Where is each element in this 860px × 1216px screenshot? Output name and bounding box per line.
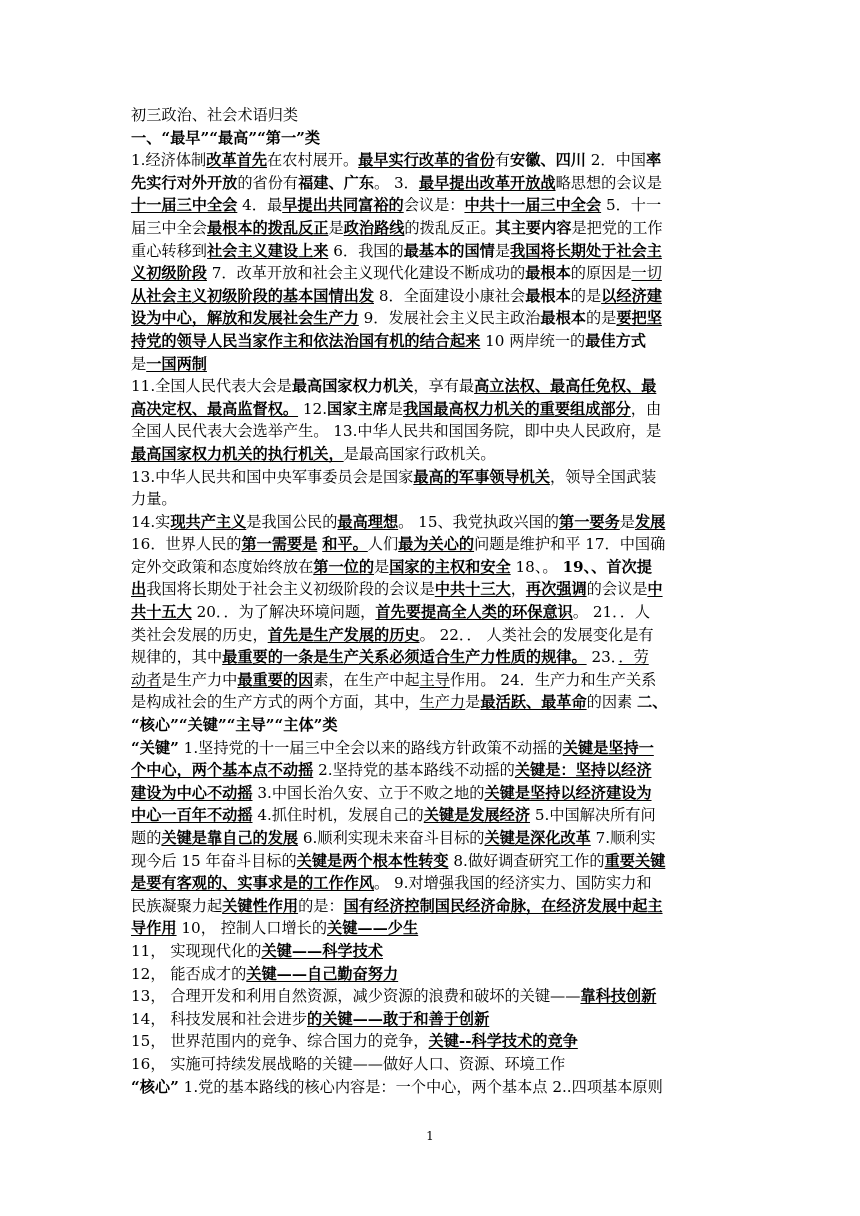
text-run: 的是 (585, 309, 617, 328)
text-run: 是 (328, 218, 344, 237)
text-line (131, 443, 731, 466)
text-run: 关键——科学技术 (261, 941, 383, 960)
text-run: 先实行对外开放 (131, 173, 238, 192)
text-line (131, 917, 731, 940)
text-run: 出 (131, 580, 147, 599)
text-run: 是 (374, 557, 390, 576)
text-run: 和平。 (322, 535, 368, 554)
text-line (131, 398, 731, 421)
text-run: 。 9.对增强我国的经济实力、国防实力和 (374, 874, 652, 893)
text-line (131, 104, 731, 127)
page-number: 1 (426, 1129, 434, 1143)
text-run: 高决定权、最高监督权。 (131, 399, 299, 418)
text-run: 作用。 24．生产力和生产关系 (449, 670, 657, 689)
text-run: 的会议是 (586, 580, 648, 599)
text-line (131, 714, 731, 737)
text-run: 改革首先 (206, 151, 267, 170)
text-line (131, 895, 731, 918)
text-line (131, 646, 731, 669)
text-run: ．劳 (618, 648, 649, 667)
text-run: 最高国家权力机关 (291, 377, 414, 396)
text-run: 再次强调 (525, 580, 587, 599)
text-line (131, 194, 731, 217)
text-line (131, 375, 731, 398)
text-run: 全国人民代表大会选举产生。 13.中华人民共和国国务院，即中央人民政府，是 (131, 422, 662, 441)
text-line (131, 533, 731, 556)
text-run: 的是： (298, 896, 344, 915)
text-run: 最根本的拨乱反正 (206, 218, 329, 237)
text-run: 问题是维护和平 17．中国确 (474, 535, 666, 554)
text-run: 14.实 (131, 512, 171, 531)
text-line (131, 624, 731, 647)
text-run: 16， 实施可持续发展战略的关键——做好人口、资源、环境工作 (131, 1054, 566, 1073)
text-run: 义初级阶段 (131, 264, 207, 283)
text-run: 高立法权、最高任免权、最 (474, 377, 657, 396)
text-run: 是最高国家行政机关。 (343, 444, 496, 463)
text-run: ， (510, 580, 526, 599)
text-line (131, 420, 731, 443)
text-run: 第一要务 (559, 512, 620, 531)
text-line (131, 872, 731, 895)
text-run: 的是 (570, 286, 602, 305)
text-line (131, 330, 731, 353)
text-line (131, 963, 731, 986)
text-line (131, 759, 731, 782)
text-run: 一国两制 (146, 354, 207, 373)
text-run: 15， 世界范围内的竞争、综合国力的竞争， (131, 1032, 429, 1051)
document-body (131, 104, 731, 1098)
text-run: 关键——自己勤奋努力 (246, 964, 399, 983)
text-run: 民族凝聚力起 (131, 896, 223, 915)
text-run: 最佳方式 (585, 331, 646, 350)
text-line (131, 827, 731, 850)
text-line (131, 307, 731, 330)
text-run: 。 22．． 人类社会的发展变化是有 (419, 625, 654, 644)
text-run: 的关键——敢于和善于创新 (307, 1009, 490, 1028)
text-run: 人们 (367, 535, 399, 554)
text-line (131, 1008, 731, 1031)
text-run: 第一位的 (313, 557, 374, 576)
text-run: 8．全面建设小康社会 (374, 286, 526, 305)
text-run: 素，在生产中起 (313, 670, 420, 689)
text-run: 是 (387, 399, 403, 418)
text-run: 定外交政策和态度始终放在 (131, 557, 314, 576)
text-run: 6．我国的 (328, 241, 404, 260)
text-run: 关键是靠自己的发展 (161, 829, 299, 847)
text-line (131, 601, 731, 624)
text-run: 5．十一 (601, 196, 662, 215)
text-run: 最高理想 (337, 512, 399, 531)
text-line (131, 1053, 731, 1076)
text-run: 中心一百年不动摇 (131, 806, 253, 825)
text-run: 政治路线 (343, 218, 405, 237)
text-run: 最根本 (525, 264, 571, 283)
text-run: 力量。 (131, 490, 177, 509)
text-line (131, 149, 731, 172)
text-run: ，享有最 (413, 377, 475, 396)
text-run: 4．最 (237, 196, 283, 215)
text-run: 16．世界人民的 (131, 535, 242, 554)
text-run: 类社会发展的历史， (131, 625, 268, 644)
text-run: 届三中全会 (131, 218, 207, 237)
text-run: 最基本的国情 (403, 241, 495, 260)
text-run: 最根本 (540, 309, 586, 328)
text-run: 要把坚 (616, 309, 662, 328)
text-run: 是 (131, 354, 147, 373)
text-line (131, 556, 731, 579)
text-line (131, 1076, 731, 1099)
text-line (131, 285, 731, 308)
text-run: 中共十三大 (434, 580, 511, 599)
text-run: “核心” (131, 1077, 179, 1096)
text-line (131, 940, 731, 963)
text-run: 19、、首次提 (562, 557, 652, 576)
text-run: 关键是两个根本性转变 (296, 851, 449, 870)
text-run: 率 (646, 151, 662, 170)
text-run: 关键——少生 (327, 919, 419, 938)
text-run: 最重要的一条是生产关系必须适合生产力性质的规律。 (222, 648, 587, 667)
text-run: 现共产主义 (170, 512, 247, 531)
text-run: 9．发展社会主义民主政治 (358, 309, 541, 328)
text-run: 13， 合理开发和利用自然资源，减少资源的浪费和破坏的关键—— (131, 987, 581, 1006)
text-run: 关键是坚持一 (562, 738, 654, 757)
text-line (131, 782, 731, 805)
text-run: 8.做好调查研究工作的 (448, 851, 605, 870)
text-run: 国家主席 (327, 399, 388, 418)
text-run: 题的 (131, 829, 162, 847)
text-run: 12. (298, 399, 328, 418)
text-run: 初三政治、社会术语归类 (131, 106, 299, 124)
text-line (131, 850, 731, 873)
text-run: 18、。 (510, 557, 563, 576)
text-run: 关键性作用 (222, 896, 299, 915)
text-run: 1.坚持党的十一届三中全会以来的路线方针政策不动摇的 (178, 738, 563, 757)
text-run: 十一届三中全会 (131, 196, 238, 215)
text-run: 的省份有 (237, 173, 299, 192)
text-run: “关键” (131, 738, 179, 757)
text-run: 福建、广东 (298, 173, 374, 192)
text-run: 最活跃、最革命 (480, 693, 587, 712)
text-run: 关键是：坚持以经济 (514, 761, 652, 780)
text-run: 中共十一届三中全会 (464, 196, 602, 215)
text-run: 在农村展开。 (267, 151, 359, 170)
text-run: ，领导全国武装 (550, 467, 657, 486)
text-run: 一切 (631, 264, 662, 283)
text-line (131, 691, 731, 714)
text-run: 13.中华人民共和国中央军事委员会是国家 (131, 467, 414, 486)
text-run: 2.坚持党的基本路线不动摇的 (313, 761, 515, 780)
text-line (131, 262, 731, 285)
text-run: 中 (647, 580, 663, 599)
text-run: 生产力 (419, 693, 466, 712)
text-run: 是把党的工作 (571, 218, 663, 237)
text-run: 最早实行改革的省份 (358, 151, 495, 170)
text-run: ，由 (630, 399, 662, 418)
text-run: 11， 实现现代化的 (131, 941, 262, 960)
text-run: 20．．为了解决环境问题， (191, 603, 376, 622)
text-run: 12， 能否成才的 (131, 964, 247, 983)
text-run: 。 21．．人 (572, 603, 651, 622)
text-run: 14， 科技发展和社会进步 (131, 1009, 308, 1028)
text-run: 是生产力中 (161, 670, 238, 689)
text-run: 10 两岸统一的 (480, 331, 586, 350)
text-run: 是 (619, 512, 635, 531)
text-line (131, 353, 731, 376)
text-run: 有 (494, 151, 510, 170)
text-run: 第一需要是 (241, 535, 318, 554)
text-run: 主导 (419, 670, 450, 689)
text-run: 共十五大 (131, 603, 192, 622)
text-run: 1.经济体制 (131, 151, 207, 170)
text-run: 11.全国人民代表大会是 (131, 377, 292, 396)
text-run: 关键--科学技术的竞争 (428, 1032, 578, 1051)
text-line (131, 466, 731, 489)
text-run: 7．改革开放和社会主义现代化建设不断成功的 (206, 264, 526, 283)
text-run: 早提出共同富裕的 (282, 196, 404, 215)
text-run: 发展 (634, 512, 666, 531)
text-line (131, 240, 731, 263)
text-line (131, 511, 731, 534)
text-run: 社会主义建设上来 (206, 241, 329, 260)
text-run: 的因素 (586, 693, 638, 712)
text-run: 最早提出改革开放战 (418, 173, 556, 192)
text-line (131, 127, 731, 150)
text-line (131, 669, 731, 692)
text-line (131, 578, 731, 601)
text-run: 我国将长期处于社会主 (510, 241, 662, 260)
text-run: 首先要提高全人类的环保意识 (375, 603, 573, 622)
text-run: 导作用 (131, 919, 177, 938)
text-run: 关键是坚持以经济建设为 (484, 783, 652, 802)
text-run: 7.顺利实 (590, 829, 656, 847)
text-run: 最高的军事领导机关 (413, 467, 551, 486)
text-run: 略思想的会议是 (555, 173, 662, 192)
text-run: 4.抓住时机，发展自己的 (252, 806, 424, 825)
text-run: 动者 (131, 670, 162, 689)
text-run: 一、“最早”“最高”“第一”类 (131, 128, 321, 147)
text-line (131, 488, 731, 511)
text-run: 安徽、四川 (510, 151, 586, 170)
text-run: 重心转移到 (131, 241, 207, 260)
text-run: 1.党的基本路线的核心内容是：一个中心，两个基本点 2..四项基本原则 (178, 1077, 663, 1096)
text-run: 是要有客观的、实事求是的工作作风 (131, 874, 374, 893)
text-run: 重要关键 (604, 851, 666, 870)
text-line (131, 985, 731, 1008)
text-line (131, 172, 731, 195)
text-run: 建设为中心不动摇 (131, 783, 253, 802)
text-run: 是 (465, 693, 481, 712)
text-run: 二、 (637, 693, 668, 712)
text-run: 的原因是 (570, 264, 632, 283)
text-run: 。 15、我党执政兴国的 (398, 512, 559, 531)
text-run: 个中心，两个基本点不动摇 (131, 761, 314, 780)
text-run: 。 3． (374, 173, 419, 192)
text-run: 最重要的因 (237, 670, 314, 689)
text-run: 关键是深化改革 (484, 829, 591, 847)
text-run: 规律的，其中 (131, 648, 223, 667)
text-run: 关键是发展经济 (423, 806, 531, 825)
text-run: 持党的领导人民当家作主和依法治国有机的结合起来 (131, 331, 481, 350)
text-run: 是我国公民的 (246, 512, 338, 531)
text-run: 我国最高权力机关的重要组成部分 (402, 399, 631, 418)
text-run: 10， 控制人口增长的 (176, 919, 328, 938)
text-run: 是 (494, 241, 510, 260)
text-run: 国有经济控制国民经济命脉，在经济发展中起主 (343, 896, 663, 915)
text-run: 从社会主义初级阶段的基本国情出发 (131, 286, 374, 305)
text-run: 的拨乱反正。 (404, 218, 496, 237)
text-line (131, 1030, 731, 1053)
text-run: 23． (586, 648, 619, 667)
text-run: 2．中国 (585, 151, 646, 170)
text-line (131, 217, 731, 240)
text-run: 设为中心，解放和发展社会生产力 (131, 309, 359, 328)
text-run: 国家的主权和安全 (389, 557, 511, 576)
text-line (131, 737, 731, 760)
text-run: 会议是： (403, 196, 465, 215)
text-run: 最高国家权力机关的执行机关， (131, 444, 344, 463)
text-run: 6.顺利实现未来奋斗目标的 (298, 829, 485, 847)
text-run: 其主要内容 (495, 218, 572, 237)
text-run: 现今后 15 年奋斗目标的 (131, 851, 297, 870)
text-run: 最根本 (525, 286, 571, 305)
text-run: “核心”“关键”“主导”“主体”类 (131, 716, 338, 735)
text-run: 是构成社会的生产方式的两个方面，其中， (131, 693, 420, 712)
text-run: 靠科技创新 (580, 987, 657, 1006)
text-run: 5.中国解决所有问 (530, 806, 656, 825)
text-run: 以经济建 (601, 286, 662, 305)
text-run: 最为关心的 (398, 535, 475, 554)
text-run: 首先是生产发展的历史 (267, 625, 420, 644)
text-run: 3.中国长治久安、立于不败之地的 (252, 783, 485, 802)
text-run: 我国将长期处于社会主义初级阶段的会议是 (146, 580, 435, 599)
text-line (131, 804, 731, 827)
